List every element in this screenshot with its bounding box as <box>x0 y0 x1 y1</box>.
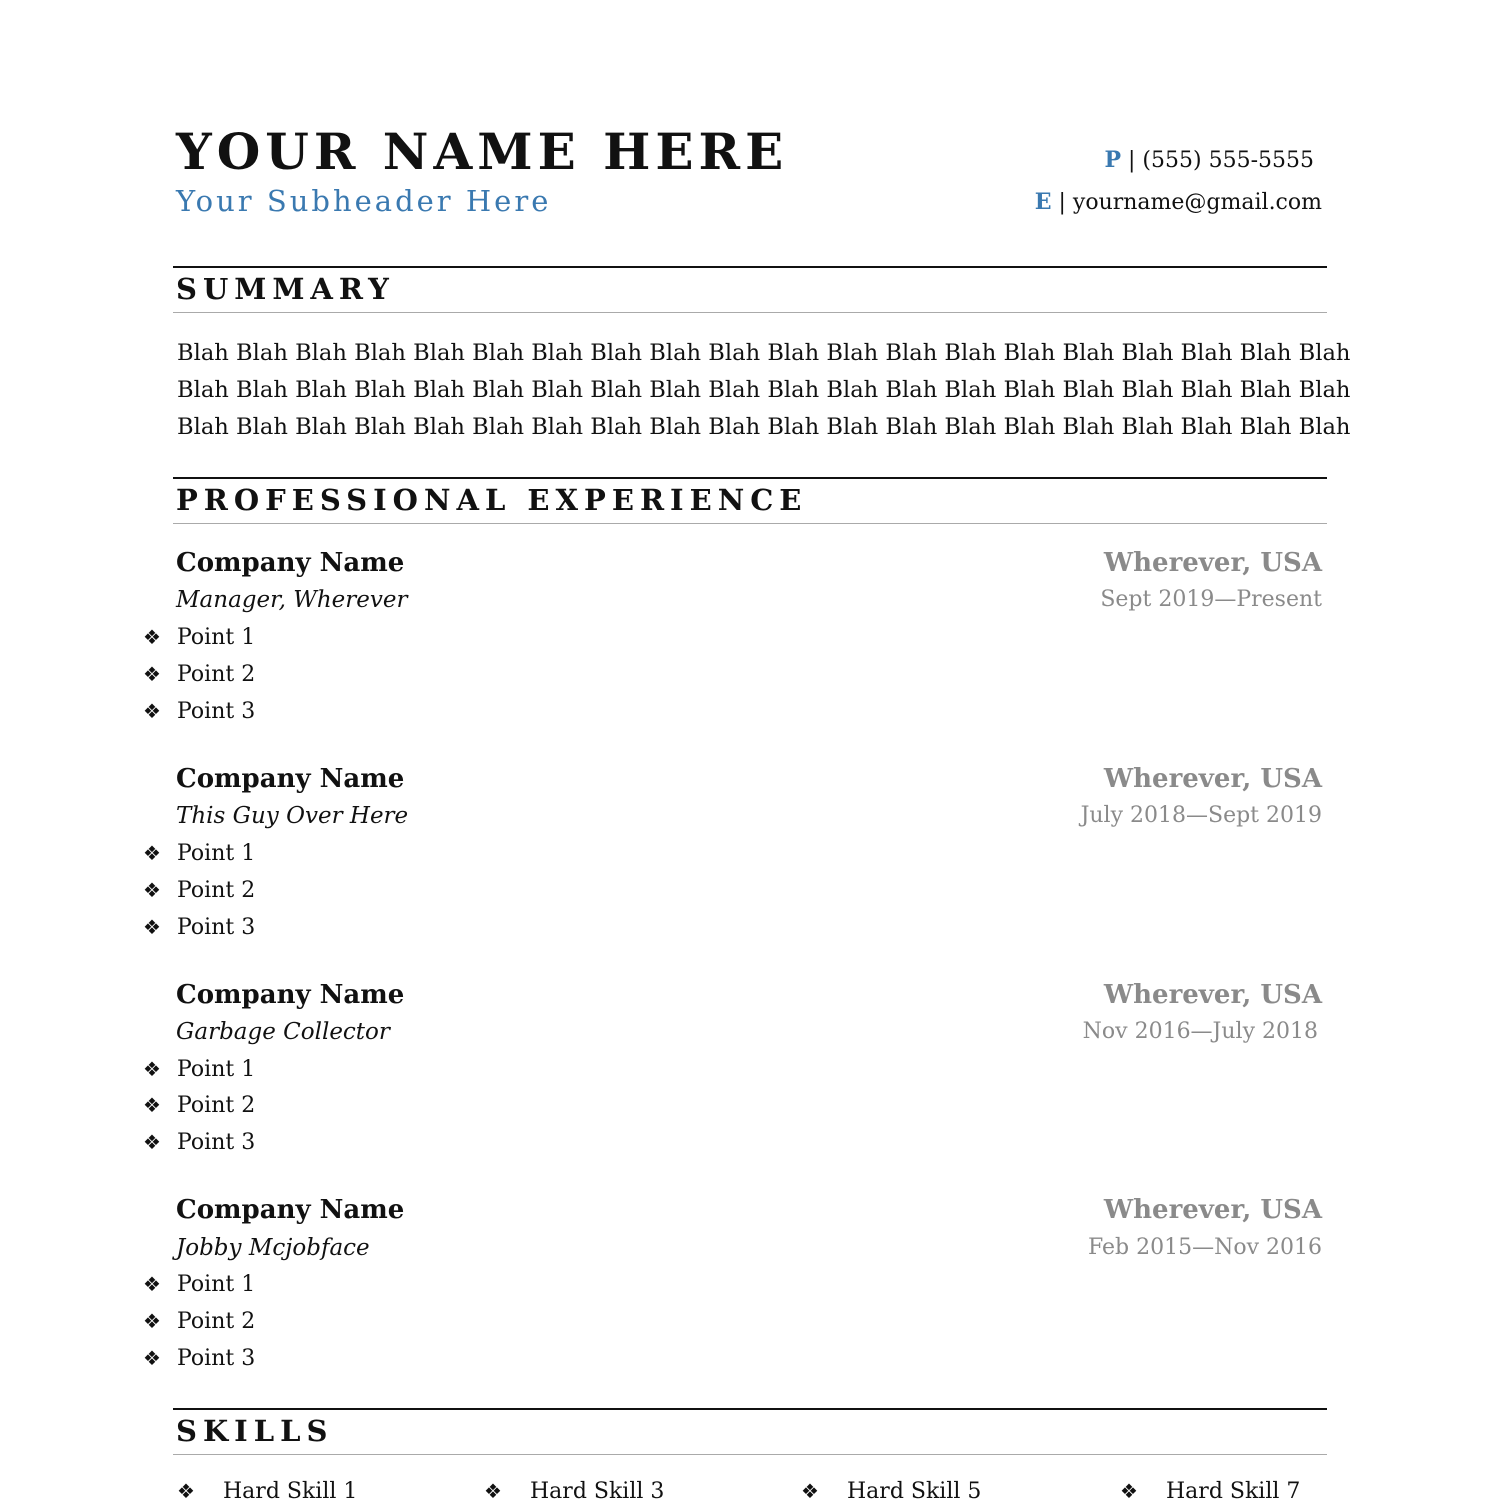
job-location: Wherever, USA <box>1103 980 1322 1010</box>
email-key: E <box>1034 189 1052 215</box>
candidate-name: YOUR NAME HERE <box>176 122 789 181</box>
diamond-bullet-icon: ❖ <box>143 1093 161 1117</box>
job-company: Company Name <box>176 764 405 794</box>
point-text: Point 2 <box>177 878 256 903</box>
point-text: Point 3 <box>177 1346 256 1371</box>
diamond-bullet-icon: ❖ <box>1120 1479 1138 1503</box>
summary-bottom-rule <box>173 312 1327 313</box>
phone-number: (555) 555-5555 <box>1142 148 1314 173</box>
job-point <box>143 1343 255 1374</box>
skills-heading: SKILLS <box>176 1414 334 1448</box>
diamond-bullet-icon: ❖ <box>143 699 161 723</box>
skill-item <box>801 1476 981 1507</box>
job-point <box>143 838 255 869</box>
skill-item <box>1120 1476 1300 1507</box>
job-point <box>143 659 255 690</box>
skill-item <box>177 1476 357 1507</box>
diamond-bullet-icon: ❖ <box>143 662 161 686</box>
job-point <box>143 696 255 727</box>
diamond-bullet-icon: ❖ <box>484 1479 502 1503</box>
point-text: Point 3 <box>177 915 256 940</box>
point-text: Point 1 <box>177 841 256 866</box>
summary-line: Blah Blah Blah Blah Blah Blah Blah Blah Blah Blah Blah Blah Blah Blah Blah Blah Blah Blah Blah Blah <box>177 414 1351 440</box>
experience-bottom-rule <box>173 523 1327 524</box>
diamond-bullet-icon: ❖ <box>143 841 161 865</box>
job-company: Company Name <box>176 980 405 1010</box>
job-dates: Sept 2019—Present <box>1100 587 1322 612</box>
point-text: Point 2 <box>177 1093 256 1118</box>
diamond-bullet-icon: ❖ <box>177 1479 195 1503</box>
job-point <box>143 1090 255 1121</box>
skill-text: Hard Skill 3 <box>530 1479 665 1504</box>
summary-line: Blah Blah Blah Blah Blah Blah Blah Blah Blah Blah Blah Blah Blah Blah Blah Blah Blah Blah Blah Blah <box>177 340 1351 366</box>
diamond-bullet-icon: ❖ <box>143 878 161 902</box>
diamond-bullet-icon: ❖ <box>801 1479 819 1503</box>
job-point <box>143 1054 255 1085</box>
experience-top-rule <box>173 477 1327 479</box>
summary-line: Blah Blah Blah Blah Blah Blah Blah Blah Blah Blah Blah Blah Blah Blah Blah Blah Blah Blah Blah Blah <box>177 377 1351 403</box>
diamond-bullet-icon: ❖ <box>143 915 161 939</box>
job-company: Company Name <box>176 1195 405 1225</box>
job-location: Wherever, USA <box>1103 1195 1322 1225</box>
contact-phone <box>1104 146 1314 175</box>
job-dates: Nov 2016—July 2018 <box>1082 1019 1318 1044</box>
job-point <box>143 1127 255 1158</box>
phone-key: P <box>1104 147 1121 173</box>
job-title: Manager, Wherever <box>176 587 408 613</box>
job-point <box>143 1306 255 1337</box>
phone-separator: | <box>1128 148 1136 173</box>
diamond-bullet-icon: ❖ <box>143 1272 161 1296</box>
point-text: Point 2 <box>177 1309 256 1334</box>
skill-text: Hard Skill 1 <box>223 1479 358 1504</box>
skill-text: Hard Skill 5 <box>847 1479 982 1504</box>
candidate-subheader: Your Subheader Here <box>176 184 552 218</box>
point-text: Point 2 <box>177 662 256 687</box>
job-company: Company Name <box>176 548 405 578</box>
job-location: Wherever, USA <box>1103 548 1322 578</box>
job-point <box>143 622 255 653</box>
diamond-bullet-icon: ❖ <box>143 1057 161 1081</box>
point-text: Point 3 <box>177 699 256 724</box>
job-dates: Feb 2015—Nov 2016 <box>1087 1235 1322 1260</box>
diamond-bullet-icon: ❖ <box>143 1346 161 1370</box>
job-location: Wherever, USA <box>1103 764 1322 794</box>
job-dates: July 2018—Sept 2019 <box>1080 803 1322 828</box>
summary-heading: SUMMARY <box>176 272 395 306</box>
job-point <box>143 875 255 906</box>
job-point <box>143 1269 255 1300</box>
point-text: Point 1 <box>177 1057 256 1082</box>
diamond-bullet-icon: ❖ <box>143 1309 161 1333</box>
skill-item <box>484 1476 664 1507</box>
contact-email <box>1035 188 1322 217</box>
diamond-bullet-icon: ❖ <box>143 625 161 649</box>
job-title: Jobby Mcjobface <box>176 1235 370 1261</box>
summary-top-rule <box>173 266 1327 268</box>
skills-top-rule <box>173 1408 1327 1410</box>
job-title: This Guy Over Here <box>176 803 409 829</box>
skills-bottom-rule <box>173 1454 1327 1455</box>
email-separator: | <box>1058 190 1066 215</box>
job-point <box>143 912 255 943</box>
point-text: Point 3 <box>177 1130 256 1155</box>
job-title: Garbage Collector <box>176 1019 390 1045</box>
experience-heading: PROFESSIONAL EXPERIENCE <box>176 483 808 517</box>
skill-text: Hard Skill 7 <box>1166 1479 1301 1504</box>
point-text: Point 1 <box>177 625 256 650</box>
diamond-bullet-icon: ❖ <box>143 1130 161 1154</box>
point-text: Point 1 <box>177 1272 256 1297</box>
email-address: yourname@gmail.com <box>1072 190 1322 215</box>
